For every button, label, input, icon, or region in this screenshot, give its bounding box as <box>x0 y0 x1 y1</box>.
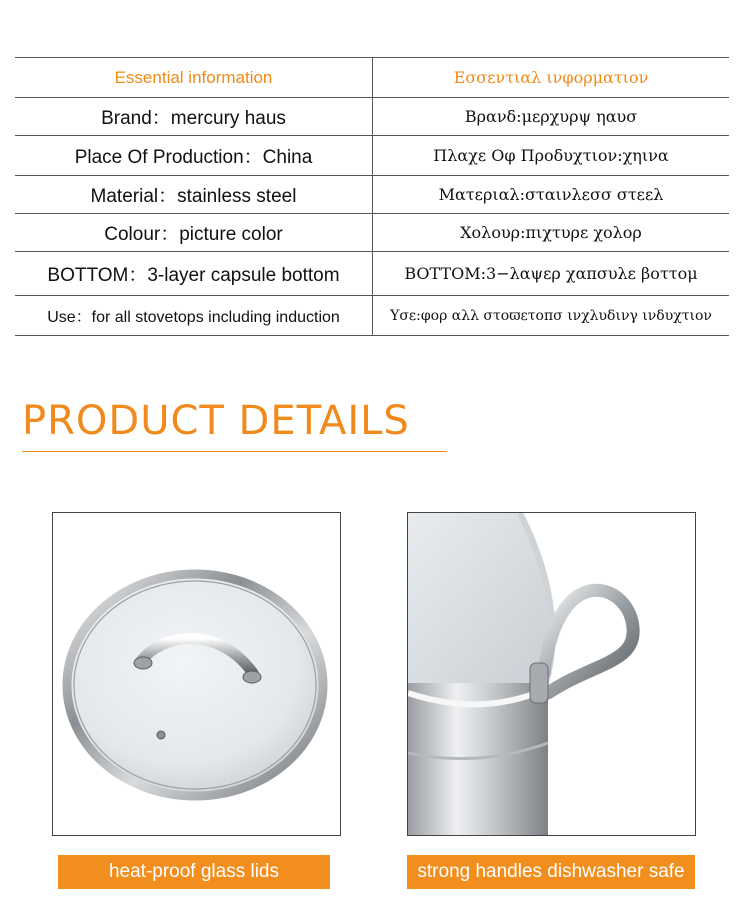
spec-header-right: Εσσεντιαλ ινφορματιον <box>373 58 730 98</box>
section-title: PRODUCT DETAILS <box>22 398 410 444</box>
caption-strong-handles: strong handles dishwasher safe <box>407 855 695 889</box>
spec-row-colour <box>15 214 729 252</box>
spec-label-use: Use：for all stovetops including induction <box>15 296 373 336</box>
spec-translit-origin: Πλαχε Οφ Προδυχτιον:χηινα <box>373 136 730 176</box>
spec-row-brand <box>15 98 729 136</box>
spec-label-origin: Place Of Production：China <box>15 136 373 176</box>
spec-translit-colour: Χολουρ:πιχτυρε χολορ <box>373 214 730 252</box>
spec-translit-material: Ματεριαλ:σταινλεσσ στεελ <box>373 176 730 214</box>
spec-translit-brand: Βρανδ:μερχυρψ ηαυσ <box>373 98 730 136</box>
spec-row-bottom <box>15 252 729 296</box>
spec-table <box>15 57 729 336</box>
spec-label-material: Material：stainless steel <box>15 176 373 214</box>
spec-translit-use: Υσε:φορ αλλ στοϖετοπσ ινχλυδινγ ινδυχτιον <box>373 296 730 336</box>
pot-handle-image <box>407 512 696 836</box>
spec-row-material <box>15 176 729 214</box>
spec-row-use <box>15 296 729 336</box>
spec-header-left: Essential information <box>15 58 373 98</box>
spec-row-origin <box>15 136 729 176</box>
spec-label-colour: Colour：picture color <box>15 214 373 252</box>
spec-label-bottom: BOTTOM：3-layer capsule bottom <box>15 252 373 296</box>
spec-translit-bottom: BOTTOM:3−λαψερ χαπσυλε βοττομ <box>373 252 730 296</box>
caption-glass-lids: heat-proof glass lids <box>58 855 330 889</box>
spec-header-row <box>15 58 729 98</box>
section-underline <box>22 451 447 452</box>
spec-label-brand: Brand：mercury haus <box>15 98 373 136</box>
glass-lid-image <box>52 512 341 836</box>
